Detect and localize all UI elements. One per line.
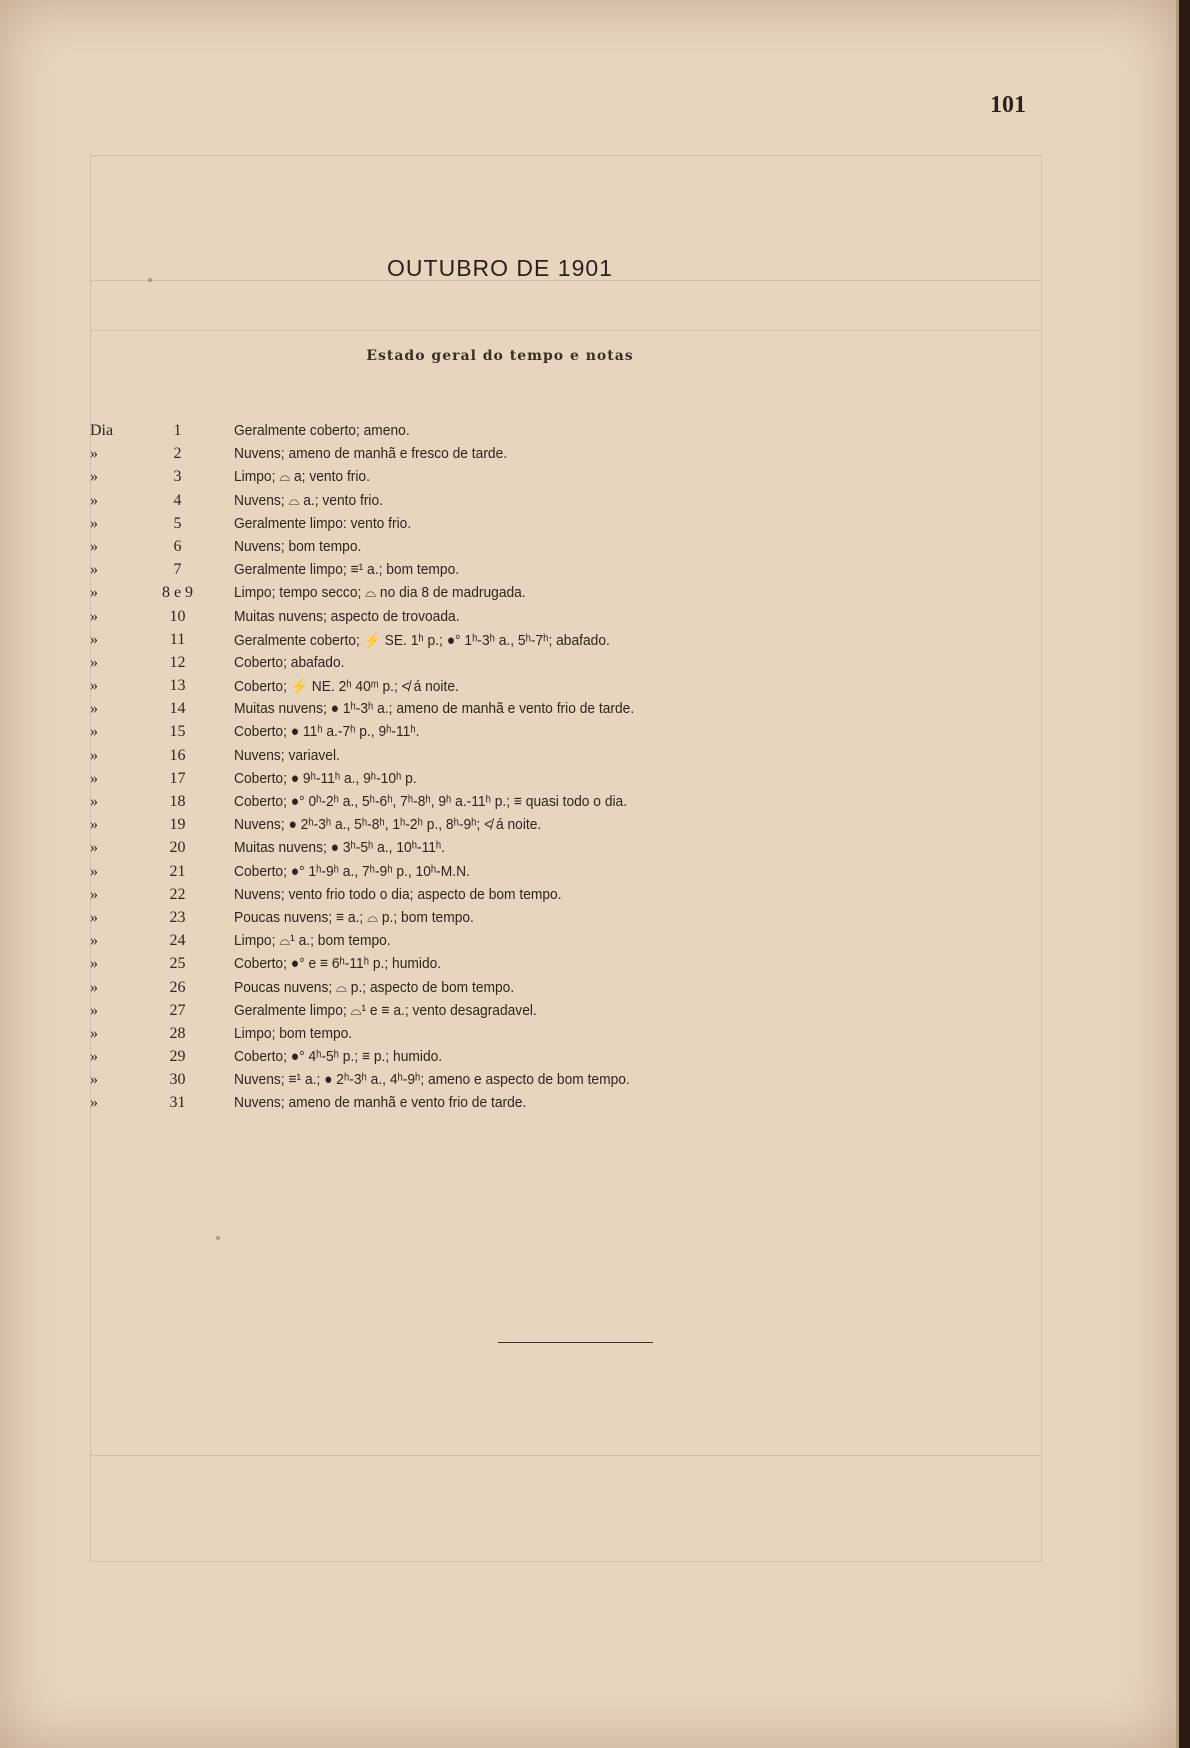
table-row <box>0 515 1176 538</box>
table-row <box>0 839 1176 862</box>
row-prefix: » <box>90 607 98 625</box>
table-row <box>0 1071 1176 1094</box>
row-day: 31 <box>169 1094 186 1112</box>
row-day: 10 <box>169 607 186 625</box>
table-row <box>0 816 1176 839</box>
table-row <box>0 1048 1176 1071</box>
row-prefix: » <box>90 1071 98 1089</box>
table-row <box>0 492 1176 515</box>
section-subtitle: Estado geral do tempo e notas <box>366 348 634 364</box>
table-row <box>0 538 1176 561</box>
row-note: Nuvens; variavel. <box>234 746 340 764</box>
row-day: 11 <box>169 630 186 648</box>
row-day: 30 <box>169 1071 186 1089</box>
table-row <box>0 654 1176 677</box>
row-note: Nuvens; ≡¹ a.; ● 2ʰ-3ʰ a., 4ʰ-9ʰ; ameno e aspecto de bom tempo. <box>234 1071 630 1089</box>
table-row <box>0 1002 1176 1025</box>
row-note: Poucas nuvens; ≡ a.; ⌓ p.; bom tempo. <box>234 908 474 926</box>
row-note: Coberto; ●° e ≡ 6ʰ-11ʰ p.; humido. <box>234 955 442 973</box>
row-day: 21 <box>169 862 186 880</box>
row-prefix: » <box>90 677 98 695</box>
row-day: 13 <box>169 677 186 695</box>
table-row <box>0 932 1176 955</box>
row-note: Nuvens; ● 2ʰ-3ʰ a., 5ʰ-8ʰ, 1ʰ-2ʰ p., 8ʰ-9ʰ; ≮ á noite. <box>234 816 542 834</box>
row-prefix: » <box>90 653 98 671</box>
row-note: Nuvens; vento frio todo o dia; aspecto de bom tempo. <box>234 885 562 903</box>
table-row <box>0 422 1176 445</box>
row-note: Limpo; tempo secco; ⌓ no dia 8 de madrugada. <box>234 584 526 602</box>
weather-log-table <box>0 422 1176 1118</box>
row-note: Muitas nuvens; ● 3ʰ-5ʰ a., 10ʰ-11ʰ. <box>234 839 446 857</box>
table-row <box>0 631 1176 654</box>
row-day: 18 <box>169 793 186 810</box>
row-note: Coberto; ● 9ʰ-11ʰ a., 9ʰ-10ʰ p. <box>234 769 417 787</box>
row-day: 17 <box>169 769 186 787</box>
row-prefix: » <box>90 468 98 486</box>
table-row <box>0 793 1176 816</box>
row-day: 27 <box>169 1001 186 1019</box>
row-prefix: » <box>90 932 98 950</box>
row-prefix: » <box>90 491 98 509</box>
table-row <box>0 863 1176 886</box>
row-note: Muitas nuvens; aspecto de trovoada. <box>234 607 460 625</box>
row-prefix: » <box>90 955 98 973</box>
row-day: 20 <box>169 839 186 857</box>
row-prefix: » <box>90 537 98 555</box>
row-day: 8 e 9 <box>161 584 194 602</box>
row-prefix: » <box>90 1094 98 1112</box>
page-number: 101 <box>990 92 1026 118</box>
bleed-through-line <box>90 330 1040 331</box>
row-day: 28 <box>169 1024 186 1042</box>
row-note: Limpo; bom tempo. <box>234 1024 353 1042</box>
table-row <box>0 677 1176 700</box>
row-note: Limpo; ⌓ a; vento frio. <box>234 468 370 486</box>
row-day: 25 <box>169 955 186 973</box>
row-prefix: » <box>90 839 98 857</box>
row-prefix: Dia <box>90 422 114 439</box>
row-prefix: » <box>90 561 98 579</box>
row-note: Coberto; ● 11ʰ a.-7ʰ p., 9ʰ-11ʰ. <box>234 723 420 741</box>
row-note: Nuvens; ⌓ a.; vento frio. <box>234 491 383 509</box>
row-day: 19 <box>169 816 186 834</box>
row-prefix: » <box>90 584 98 602</box>
row-prefix: » <box>90 723 98 741</box>
row-day: 12 <box>169 653 186 671</box>
table-row <box>0 747 1176 770</box>
row-note: Geralmente limpo: vento frio. <box>234 514 412 532</box>
table-row <box>0 608 1176 631</box>
row-note: Geralmente coberto; ⚡ SE. 1ʰ p.; ●° 1ʰ-3ʰ a., 5ʰ-7ʰ; abafado. <box>234 631 610 649</box>
row-day: 3 <box>173 468 182 486</box>
row-day: 7 <box>173 561 182 579</box>
row-prefix: » <box>90 793 98 810</box>
table-row <box>0 700 1176 723</box>
end-rule <box>498 1342 653 1343</box>
row-note: Muitas nuvens; ● 1ʰ-3ʰ a.; ameno de manhã e vento frio de tarde. <box>234 700 635 718</box>
table-row <box>0 955 1176 978</box>
row-day: 5 <box>173 514 182 532</box>
row-prefix: » <box>90 885 98 903</box>
page-title: OUTUBRO DE 1901 <box>387 255 613 281</box>
table-row <box>0 723 1176 746</box>
row-prefix: » <box>90 1001 98 1019</box>
row-day: 14 <box>169 700 186 718</box>
table-row <box>0 770 1176 793</box>
row-day: 15 <box>169 723 186 741</box>
row-note: Limpo; ⌓¹ a.; bom tempo. <box>234 932 391 950</box>
row-prefix: » <box>90 445 98 463</box>
row-prefix: » <box>90 700 98 718</box>
row-day: 23 <box>169 908 186 926</box>
row-prefix: » <box>90 630 98 648</box>
row-note: Coberto; abafado. <box>234 653 345 671</box>
row-day: 29 <box>169 1048 186 1066</box>
table-row <box>0 1025 1176 1048</box>
row-day: 4 <box>173 491 182 509</box>
row-prefix: » <box>90 862 98 880</box>
row-prefix: » <box>90 1048 98 1066</box>
paper-speck <box>148 278 152 282</box>
row-note: Coberto; ⚡ NE. 2ʰ 40ᵐ p.; ≮ á noite. <box>234 678 459 696</box>
row-note: Coberto; ●° 1ʰ-9ʰ a., 7ʰ-9ʰ p., 10ʰ-M.N. <box>234 862 470 880</box>
row-day: 22 <box>169 885 186 903</box>
bleed-through-line <box>90 1455 1040 1456</box>
row-note: Coberto; ●° 4ʰ-5ʰ p.; ≡ p.; humido. <box>234 1048 443 1066</box>
row-note: Geralmente limpo; ≡¹ a.; bom tempo. <box>234 561 460 579</box>
row-prefix: » <box>90 978 98 996</box>
row-prefix: » <box>90 746 98 764</box>
row-day: 24 <box>169 932 186 950</box>
row-note: Nuvens; ameno de manhã e vento frio de tarde. <box>234 1094 527 1112</box>
table-row <box>0 561 1176 584</box>
row-prefix: » <box>90 514 98 532</box>
row-note: Geralmente coberto; ameno. <box>234 422 410 439</box>
row-note: Nuvens; ameno de manhã e fresco de tarde. <box>234 445 508 463</box>
table-row <box>0 584 1176 607</box>
table-row <box>0 468 1176 491</box>
row-prefix: » <box>90 816 98 834</box>
row-day: 2 <box>173 445 182 463</box>
row-prefix: » <box>90 769 98 787</box>
row-day: 6 <box>173 537 182 555</box>
row-day: 26 <box>169 978 186 996</box>
table-row <box>0 445 1176 468</box>
row-note: Geralmente limpo; ⌓¹ e ≡ a.; vento desagradavel. <box>234 1001 537 1019</box>
row-day: 16 <box>169 746 186 764</box>
row-day: 1 <box>173 422 182 439</box>
row-prefix: » <box>90 1024 98 1042</box>
row-note: Coberto; ●° 0ʰ-2ʰ a., 5ʰ-6ʰ, 7ʰ-8ʰ, 9ʰ a.-11ʰ p.; ≡ quasi todo o dia. <box>234 793 628 810</box>
row-note: Nuvens; bom tempo. <box>234 537 362 555</box>
table-row <box>0 979 1176 1002</box>
row-prefix: » <box>90 908 98 926</box>
row-note: Poucas nuvens; ⌓ p.; aspecto de bom tempo. <box>234 978 515 996</box>
table-row <box>0 1094 1176 1117</box>
paper-speck <box>216 1236 220 1240</box>
table-row <box>0 886 1176 909</box>
table-row <box>0 909 1176 932</box>
